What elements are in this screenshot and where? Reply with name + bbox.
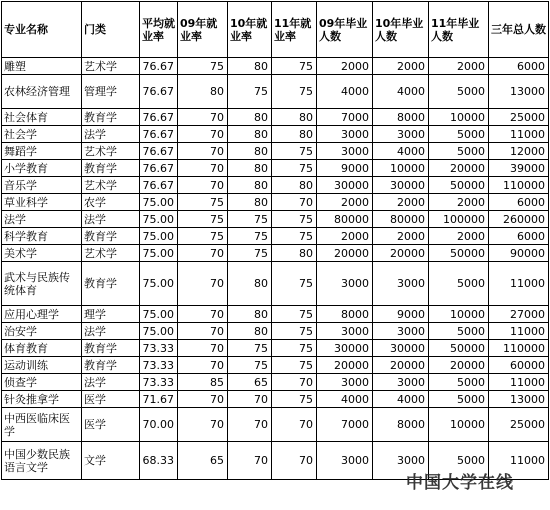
value-cell: 5000 [429,75,489,109]
value-cell: 75.00 [140,194,178,211]
category-cell: 艺术学 [82,245,140,262]
value-cell: 2000 [373,58,429,75]
value-cell: 70 [178,306,228,323]
major-name-cell: 小学教育 [2,160,82,177]
value-cell: 7000 [317,408,373,442]
header-cell: 专业名称 [2,2,82,58]
value-cell: 75 [228,245,272,262]
major-name-cell: 农林经济管理 [2,75,82,109]
value-cell: 5000 [429,442,489,480]
category-cell: 法学 [82,211,140,228]
value-cell: 70 [178,109,228,126]
header-cell: 10年毕业人数 [373,2,429,58]
value-cell: 10000 [429,109,489,126]
category-cell: 文学 [82,442,140,480]
value-cell: 100000 [429,211,489,228]
value-cell: 50000 [429,340,489,357]
value-cell: 75 [272,75,317,109]
table-row [2,391,549,408]
value-cell: 11000 [489,374,549,391]
value-cell: 2000 [429,58,489,75]
value-cell: 50000 [429,245,489,262]
value-cell: 80 [228,194,272,211]
category-cell: 教育学 [82,109,140,126]
value-cell: 75 [228,228,272,245]
value-cell: 6000 [489,58,549,75]
value-cell: 80 [272,245,317,262]
value-cell: 70 [178,143,228,160]
table-row [2,374,549,391]
value-cell: 9000 [373,306,429,323]
value-cell: 80 [228,306,272,323]
value-cell: 110000 [489,340,549,357]
header-cell: 11年就业率 [272,2,317,58]
value-cell: 76.67 [140,126,178,143]
value-cell: 20000 [429,160,489,177]
value-cell: 75 [272,323,317,340]
value-cell: 75.00 [140,228,178,245]
value-cell: 80 [272,177,317,194]
value-cell: 60000 [489,357,549,374]
major-name-cell: 应用心理学 [2,306,82,323]
value-cell: 71.67 [140,391,178,408]
value-cell: 260000 [489,211,549,228]
table-row [2,408,549,442]
value-cell: 80 [228,58,272,75]
value-cell: 70 [178,160,228,177]
value-cell: 5000 [429,323,489,340]
table-row [2,323,549,340]
header-cell: 11年毕业人数 [429,2,489,58]
major-name-cell: 体育教育 [2,340,82,357]
header-cell: 三年总人数 [489,2,549,58]
value-cell: 3000 [317,442,373,480]
value-cell: 13000 [489,75,549,109]
category-cell: 教育学 [82,357,140,374]
value-cell: 3000 [317,323,373,340]
major-name-cell: 法学 [2,211,82,228]
table-row [2,245,549,262]
major-name-cell: 雕塑 [2,58,82,75]
value-cell: 20000 [373,245,429,262]
value-cell: 2000 [317,194,373,211]
value-cell: 80 [228,262,272,306]
value-cell: 70 [178,126,228,143]
table-row [2,126,549,143]
value-cell: 20000 [429,357,489,374]
value-cell: 4000 [373,143,429,160]
value-cell: 75 [272,143,317,160]
value-cell: 2000 [317,58,373,75]
category-cell: 法学 [82,126,140,143]
value-cell: 75 [228,357,272,374]
major-name-cell: 武术与民族传统体育 [2,262,82,306]
value-cell: 4000 [373,75,429,109]
value-cell: 5000 [429,391,489,408]
value-cell: 75 [272,228,317,245]
value-cell: 80 [228,177,272,194]
value-cell: 70 [272,194,317,211]
value-cell: 30000 [317,177,373,194]
value-cell: 5000 [429,374,489,391]
value-cell: 11000 [489,442,549,480]
value-cell: 75 [228,75,272,109]
value-cell: 8000 [373,109,429,126]
value-cell: 30000 [317,340,373,357]
category-cell: 艺术学 [82,143,140,160]
value-cell: 6000 [489,194,549,211]
value-cell: 90000 [489,245,549,262]
major-name-cell: 运动训练 [2,357,82,374]
value-cell: 2000 [373,228,429,245]
value-cell: 80 [272,126,317,143]
value-cell: 3000 [373,442,429,480]
value-cell: 76.67 [140,109,178,126]
value-cell: 20000 [317,245,373,262]
value-cell: 9000 [317,160,373,177]
value-cell: 3000 [317,143,373,160]
value-cell: 65 [228,374,272,391]
value-cell: 70 [228,391,272,408]
major-name-cell: 中国少数民族语言文学 [2,442,82,480]
value-cell: 80 [228,143,272,160]
value-cell: 68.33 [140,442,178,480]
header-cell: 平均就业率 [140,2,178,58]
value-cell: 75.00 [140,323,178,340]
major-name-cell: 社会学 [2,126,82,143]
value-cell: 76.67 [140,177,178,194]
value-cell: 75 [178,194,228,211]
value-cell: 75 [178,228,228,245]
category-cell: 管理学 [82,75,140,109]
value-cell: 5000 [429,143,489,160]
header-cell: 09年就业率 [178,2,228,58]
value-cell: 65 [178,442,228,480]
value-cell: 3000 [317,126,373,143]
value-cell: 110000 [489,177,549,194]
category-cell: 农学 [82,194,140,211]
category-cell: 法学 [82,323,140,340]
value-cell: 80000 [317,211,373,228]
value-cell: 75.00 [140,211,178,228]
value-cell: 80 [228,323,272,340]
value-cell: 80 [228,126,272,143]
table-row [2,75,549,109]
value-cell: 76.67 [140,75,178,109]
value-cell: 73.33 [140,340,178,357]
major-name-cell: 社会体育 [2,109,82,126]
value-cell: 70 [228,408,272,442]
value-cell: 11000 [489,323,549,340]
value-cell: 30000 [373,177,429,194]
table-row [2,109,549,126]
table-row [2,194,549,211]
category-cell: 教育学 [82,228,140,245]
value-cell: 75 [178,58,228,75]
value-cell: 70 [178,323,228,340]
header-cell: 09年毕业人数 [317,2,373,58]
employment-table [1,1,549,480]
value-cell: 73.33 [140,374,178,391]
value-cell: 70 [272,442,317,480]
value-cell: 5000 [429,262,489,306]
value-cell: 70 [178,391,228,408]
value-cell: 75 [228,340,272,357]
value-cell: 75.00 [140,245,178,262]
value-cell: 80 [228,160,272,177]
value-cell: 75 [272,340,317,357]
table-row [2,160,549,177]
value-cell: 2000 [317,228,373,245]
table-row [2,340,549,357]
value-cell: 20000 [317,357,373,374]
category-cell: 教育学 [82,262,140,306]
value-cell: 80 [272,109,317,126]
major-name-cell: 侦查学 [2,374,82,391]
table-row [2,228,549,245]
major-name-cell: 美术学 [2,245,82,262]
value-cell: 70 [178,177,228,194]
value-cell: 4000 [317,391,373,408]
value-cell: 4000 [373,391,429,408]
table-row [2,262,549,306]
value-cell: 8000 [317,306,373,323]
major-name-cell: 中西医临床医学 [2,408,82,442]
value-cell: 70 [272,408,317,442]
value-cell: 70 [178,340,228,357]
header-row [2,2,549,58]
value-cell: 3000 [317,262,373,306]
value-cell: 39000 [489,160,549,177]
table-row [2,357,549,374]
value-cell: 50000 [429,177,489,194]
value-cell: 2000 [373,194,429,211]
value-cell: 3000 [373,262,429,306]
value-cell: 3000 [317,374,373,391]
category-cell: 教育学 [82,160,140,177]
value-cell: 4000 [317,75,373,109]
table-row [2,306,549,323]
watermark-text: 中国大学在线 [406,473,514,493]
category-cell: 医学 [82,391,140,408]
value-cell: 75 [272,306,317,323]
major-name-cell: 治安学 [2,323,82,340]
value-cell: 11000 [489,262,549,306]
value-cell: 70 [228,442,272,480]
category-cell: 法学 [82,374,140,391]
header-cell: 门类 [82,2,140,58]
value-cell: 10000 [373,160,429,177]
value-cell: 76.67 [140,143,178,160]
value-cell: 70 [178,245,228,262]
value-cell: 76.67 [140,58,178,75]
value-cell: 80000 [373,211,429,228]
category-cell: 医学 [82,408,140,442]
value-cell: 85 [178,374,228,391]
major-name-cell: 针灸推拿学 [2,391,82,408]
value-cell: 3000 [373,323,429,340]
table-row [2,58,549,75]
table-row [2,143,549,160]
value-cell: 75.00 [140,262,178,306]
value-cell: 6000 [489,228,549,245]
value-cell: 70 [178,262,228,306]
value-cell: 70 [178,357,228,374]
value-cell: 73.33 [140,357,178,374]
value-cell: 80 [228,109,272,126]
major-name-cell: 科学教育 [2,228,82,245]
value-cell: 2000 [429,228,489,245]
value-cell: 8000 [373,408,429,442]
value-cell: 30000 [373,340,429,357]
value-cell: 27000 [489,306,549,323]
value-cell: 7000 [317,109,373,126]
value-cell: 75 [272,391,317,408]
value-cell: 12000 [489,143,549,160]
major-name-cell: 音乐学 [2,177,82,194]
value-cell: 20000 [373,357,429,374]
value-cell: 10000 [429,306,489,323]
value-cell: 75 [272,357,317,374]
value-cell: 75 [228,211,272,228]
table-row [2,177,549,194]
value-cell: 70 [272,374,317,391]
major-name-cell: 草业科学 [2,194,82,211]
value-cell: 13000 [489,391,549,408]
value-cell: 3000 [373,374,429,391]
value-cell: 3000 [373,126,429,143]
value-cell: 70.00 [140,408,178,442]
value-cell: 80 [178,75,228,109]
table-row [2,211,549,228]
value-cell: 75 [178,211,228,228]
header-cell: 10年就业率 [228,2,272,58]
category-cell: 教育学 [82,340,140,357]
value-cell: 25000 [489,109,549,126]
value-cell: 75 [272,211,317,228]
category-cell: 艺术学 [82,177,140,194]
value-cell: 11000 [489,126,549,143]
value-cell: 75 [272,160,317,177]
category-cell: 艺术学 [82,58,140,75]
value-cell: 75 [272,262,317,306]
value-cell: 10000 [429,408,489,442]
value-cell: 75 [272,58,317,75]
value-cell: 25000 [489,408,549,442]
value-cell: 75.00 [140,306,178,323]
major-name-cell: 舞蹈学 [2,143,82,160]
value-cell: 2000 [429,194,489,211]
value-cell: 76.67 [140,160,178,177]
value-cell: 5000 [429,126,489,143]
value-cell: 70 [178,408,228,442]
category-cell: 理学 [82,306,140,323]
